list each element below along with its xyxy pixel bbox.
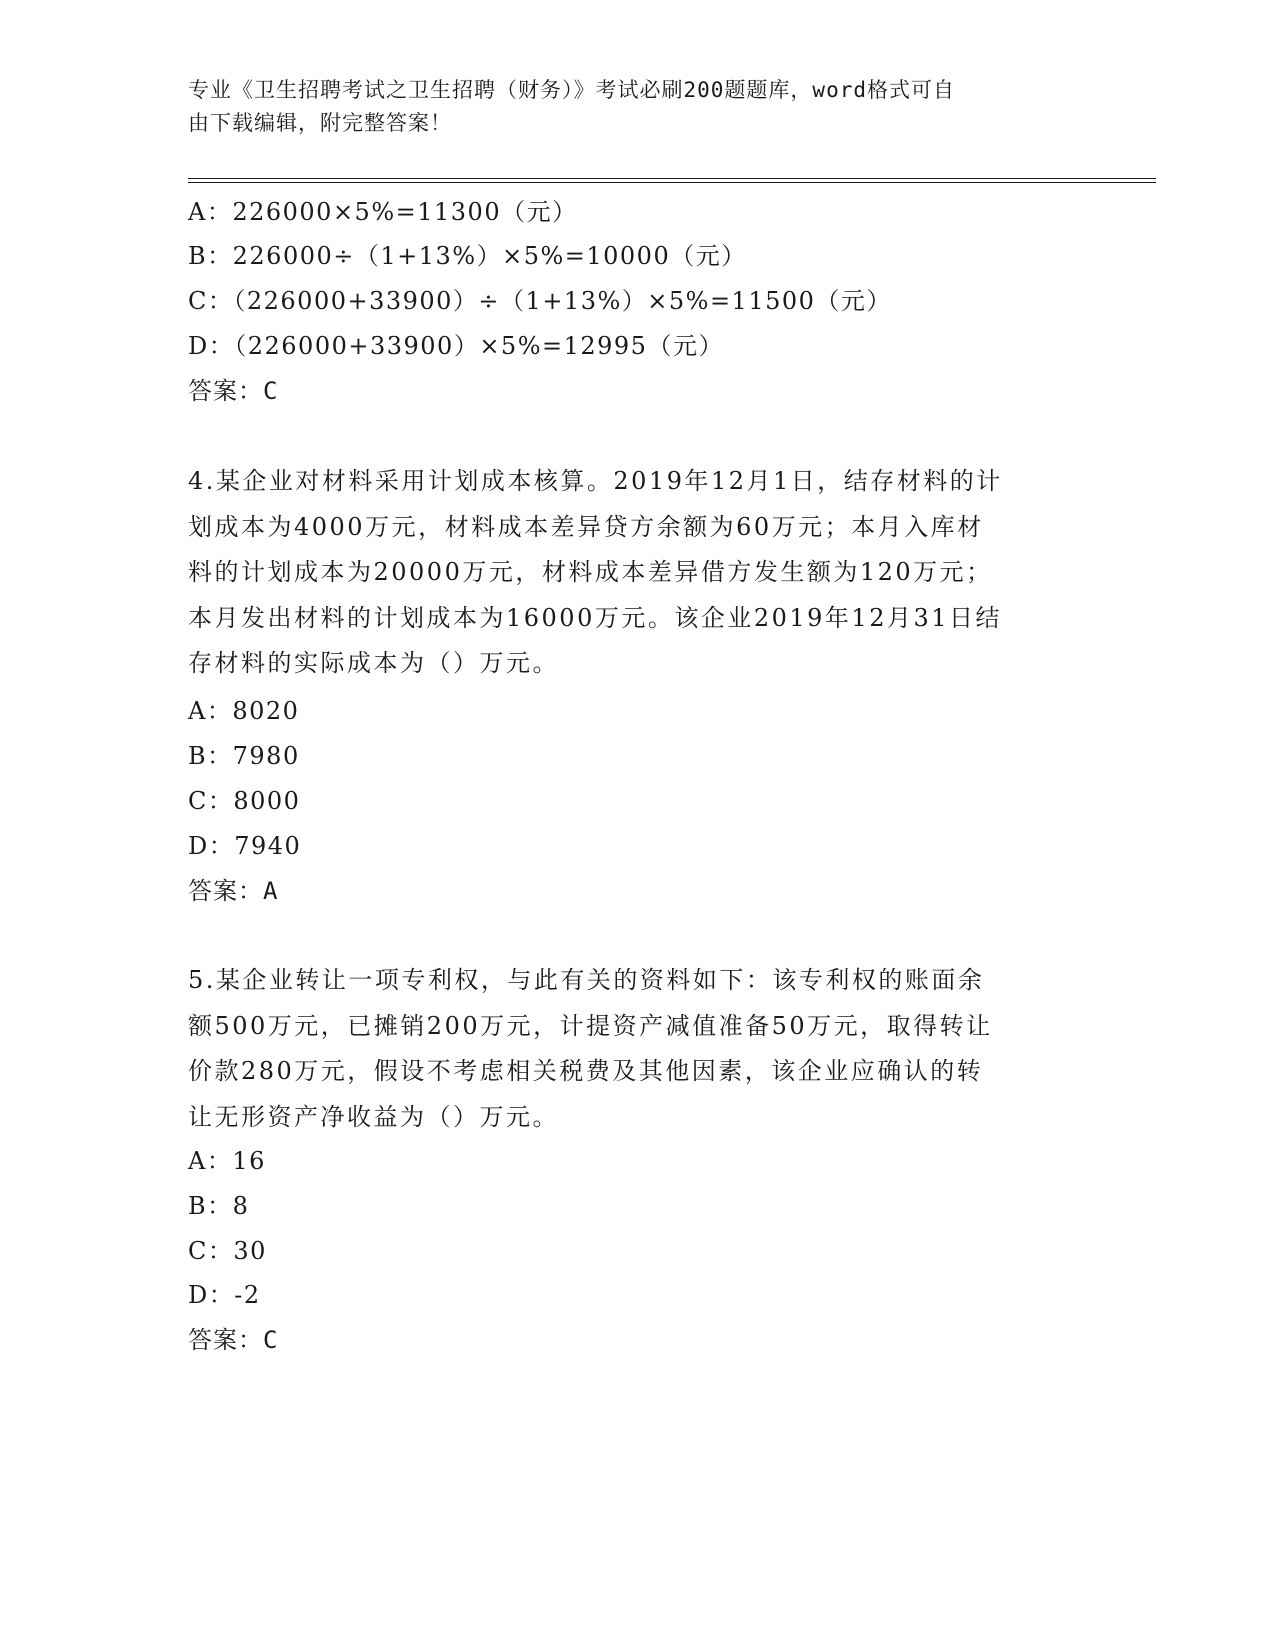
q4-option-a: A：8020 [188,697,300,725]
q5-stem-line: 让无形资产净收益为（）万元。 [188,1102,559,1131]
q4-stem-line: 4.某企业对材料采用计划成本核算。2019年12月1日，结存材料的计 [188,467,1003,495]
header-rule-top [188,178,1156,179]
q4-stem-line: 划成本为4000万元，材料成本差异贷方余额为60万元；本月入库材 [188,512,984,541]
q3-option-d: D：（226000+33900）×5%=12995（元） [188,332,724,360]
document-header [188,74,1088,140]
q3-option-b: B：226000÷（1+13%）×5%=10000（元） [188,242,747,270]
q5-option-a: A：16 [188,1147,266,1175]
q3-option-a: A：226000×5%=11300（元） [188,198,578,226]
header-rule-bottom [188,182,1156,183]
q4-stem-line: 存材料的实际成本为（）万元。 [188,649,559,677]
q4-stem-line: 料的计划成本为20000万元，材料成本差异借方发生额为120万元； [188,558,993,586]
q3-option-c: C：（226000+33900）÷（1+13%）×5%=11500（元） [188,287,892,315]
q5-stem-line: 额500万元，已摊销200万元，计提资产减值准备50万元，取得转让 [188,1011,993,1040]
q4-stem [188,459,1078,687]
header-line-1: 专业《卫生招聘考试之卫生招聘（财务）》考试必刷200题题库，word格式可自 [188,78,955,102]
header-line-2: 由下载编辑，附完整答案！ [188,111,452,135]
q5-stem-line: 5.某企业转让一项专利权，与此有关的资料如下：该专利权的账面余 [188,966,985,994]
q5-stem [188,958,1078,1140]
q4-stem-line: 本月发出材料的计划成本为16000万元。该企业2019年12月31日结 [188,603,1003,632]
q5-option-d: D：-2 [188,1281,261,1309]
q4-option-c: C：8000 [188,787,301,815]
q5-option-c: C：30 [188,1237,267,1265]
q5-stem-line: 价款280万元，假设不考虑相关税费及其他因素，该企业应确认的转 [188,1057,984,1085]
q5-option-b: B：8 [188,1192,250,1220]
q5-answer: 答案：C [188,1326,279,1354]
q4-option-d: D：7940 [188,832,302,860]
q4-answer: 答案：A [188,877,279,905]
q4-option-b: B：7980 [188,742,300,770]
q3-answer: 答案：C [188,377,279,405]
